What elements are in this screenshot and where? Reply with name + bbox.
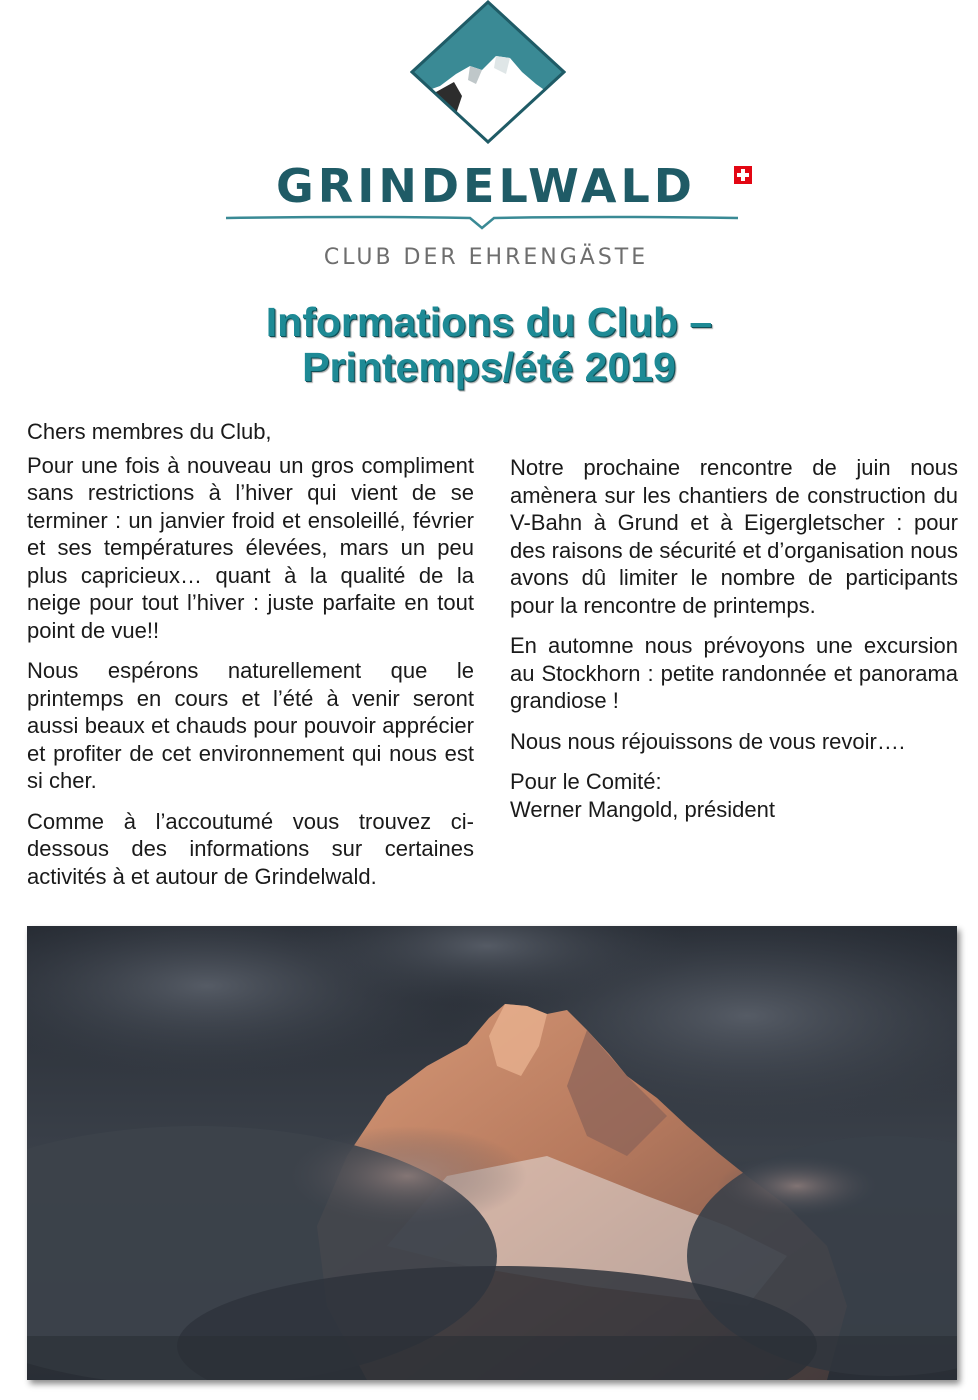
greeting: Chers membres du Club, <box>27 419 272 444</box>
page-title-line-2: Printemps/été 2019 <box>302 344 676 390</box>
grindelwald-logo-icon <box>410 0 566 144</box>
signature-label: Pour le Comité: <box>510 769 662 794</box>
paragraph-spring-summer: Nous espérons naturellement que le printemps en cours et l’été à venir seront aussi beaux et chauds pour pouvoir apprécier et profiter de cet environnement qui nous est si cher. <box>27 658 474 793</box>
paragraph-closing: Nous nous réjouissons de vous revoir…. <box>510 728 905 754</box>
paragraph-autumn-excursion: En automne nous prévoyons une excursion au Stockhorn : petite randonnée et panorama grandiose ! <box>510 633 958 713</box>
mountain-peak-at-dusk-photo <box>27 926 957 1380</box>
brand-name: GRINDELWALD <box>276 159 696 213</box>
swiss-flag-icon <box>734 166 752 184</box>
page-title-line-1: Informations du Club – <box>265 299 713 345</box>
paragraph-june-meeting: Notre prochaine rencontre de juin nous amènera sur les chantiers de construction du V-Bahn à Grund et à Eigergletscher : pour des raisons de sécurité et d’organisation nous avons dû limiter le nombre de participants pour la rencontre de printemps. <box>510 455 958 618</box>
paragraph-activities: Comme à l’accoutumé vous trouvez ci-dessous des informations sur certaines activités à et autour de Grindelwald. <box>27 808 474 889</box>
paragraph-winter: Pour une fois à nouveau un gros compliment sans restrictions à l’hiver qui vient de se terminer : un janvier froid et ensoleillé, février et ses températures élevées, mars un peu plus capricieux… quant à la qualité de la neige pour tout l’hiver : juste parfaite en tout point de vue!! <box>27 452 474 643</box>
signature <box>510 768 958 823</box>
page-title <box>40 300 938 390</box>
right-text-column <box>510 454 958 836</box>
club-subtitle: CLUB DER EHRENGÄSTE <box>323 245 649 270</box>
signature-name: Werner Mangold, président <box>510 796 775 822</box>
left-text-column <box>27 418 474 903</box>
logo-swoosh-divider <box>222 206 742 230</box>
